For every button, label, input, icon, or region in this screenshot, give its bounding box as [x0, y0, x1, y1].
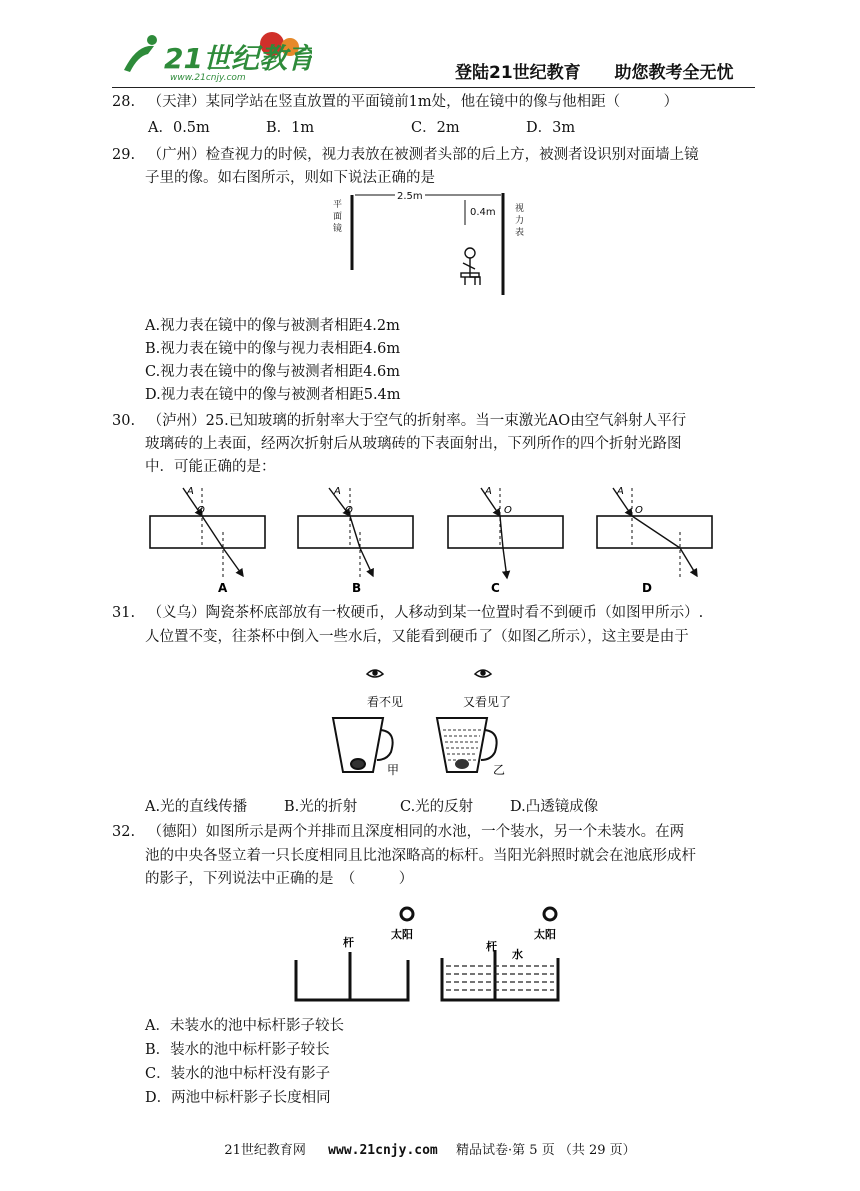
q31-cup-left: [333, 718, 393, 772]
q31-option-d: D.凸透镜成像: [510, 799, 599, 815]
q30-d-point-o: O: [635, 505, 643, 516]
q29-mirror-label-3: 镜: [333, 224, 343, 234]
q29-dist-0-4: 0.4m: [470, 207, 496, 218]
q31-coin: [455, 759, 469, 769]
q30-label-a: A: [218, 581, 228, 595]
q29-chart-label: 视: [515, 204, 525, 214]
q30-diagram-c: [448, 486, 563, 595]
q28-option-c: C．2m: [411, 120, 460, 136]
q31-number: 31.: [112, 605, 136, 621]
q29-chart-label-3: 表: [515, 228, 525, 238]
q28-option-b: B．1m: [266, 120, 315, 136]
q29-text-1: （广州）检查视力的时候，视力表放在被测者头部的后上方，被测者设识别对面墙上镜: [147, 147, 699, 163]
logo-url: www.21cnjy.com: [170, 73, 246, 83]
q32-text-3: 的影子，下列说法中正确的是 （ ）: [145, 871, 414, 887]
header-slogan-left: 登陆21世纪教育: [455, 63, 581, 83]
q31-option-b: B.光的折射: [284, 799, 358, 815]
q32-pole-label-right: 杆: [486, 940, 497, 953]
sun-icon-2: [544, 908, 556, 920]
q30-stem-line1: [112, 411, 686, 431]
page-footer: [0, 1139, 860, 1158]
q30-d-point-a: A: [617, 486, 624, 497]
q30-c-point-o: O: [504, 505, 512, 516]
q32-option-c: C．装水的池中标杆没有影子: [145, 1066, 331, 1082]
q31-name-right: 乙: [493, 763, 506, 777]
q30-c-point-a: A: [485, 486, 492, 497]
q29-chart-label-2: 力: [515, 216, 525, 226]
q31-stem-line1: [112, 603, 703, 623]
q30-a-point-o: O: [197, 505, 205, 516]
q32-figure: [290, 900, 570, 1005]
q29-option-d: D.视力表在镜中的像与被测者相距5.4m: [145, 387, 401, 403]
q29-figure: [325, 185, 550, 305]
q32-sun-label-left: 太阳: [391, 928, 413, 941]
q32-water-label: 水: [512, 948, 523, 961]
q28-option-d: D．3m: [526, 120, 576, 136]
q32-pool-water: [442, 950, 558, 1000]
eye-icon-2: [475, 670, 491, 677]
logo-graphic: [112, 30, 312, 85]
footer-url: www.21cnjy.com: [328, 1143, 438, 1158]
q32-option-b: B．装水的池中标杆影子较长: [145, 1042, 330, 1058]
header-slogan-right: 助您教考全无忧: [614, 63, 734, 83]
eye-icon: [367, 670, 383, 677]
q29-option-a: A.视力表在镜中的像与被测者相距4.2m: [145, 318, 400, 334]
q32-text-2: 池的中央各竖立着一只长度相同且比池深略高的标杆。当阳光斜照时就会在池底形成杆: [145, 848, 696, 864]
q30-label-c: C: [491, 581, 500, 595]
q30-b-point-o: O: [345, 505, 353, 516]
q30-text-3: 中．可能正确的是：: [145, 459, 276, 475]
footer-page-info: 精品试卷·第 5 页 （共 29 页）: [456, 1143, 636, 1158]
q32-water-lines: [446, 966, 554, 990]
q31-caption-left: 看不见: [367, 695, 404, 709]
q31-option-c: C.光的反射: [400, 799, 474, 815]
q32-option-d: D．两池中标杆影子长度相同: [145, 1090, 331, 1106]
q30-label-b: B: [352, 581, 362, 595]
logo-text: 21世纪教育: [164, 42, 312, 75]
q30-diagram-a: [150, 486, 265, 595]
q31-water: [443, 730, 481, 760]
q30-figure: [145, 480, 725, 598]
footer-site: 21世纪教育网: [224, 1143, 306, 1158]
q31-caption-right: 又看见了: [463, 695, 512, 709]
q30-text-1: （泸州）25.已知玻璃的折射率大于空气的折射率。当一束激光AO由空气斜射人平行: [147, 413, 687, 429]
q30-label-d: D: [642, 581, 652, 595]
q32-number: 32.: [112, 824, 136, 840]
q30-diagram-b: [298, 486, 413, 595]
q28-number: 28.: [112, 94, 136, 110]
q32-pool-empty: [296, 952, 408, 1000]
q29-option-b: B.视力表在镜中的像与视力表相距4.6m: [145, 341, 401, 357]
q29-option-c: C.视力表在镜中的像与被测者相距4.6m: [145, 364, 400, 380]
sun-icon: [401, 908, 413, 920]
q29-mirror-label: 平: [333, 200, 343, 210]
q31-figure: [325, 660, 555, 782]
q31-option-a: A.光的直线传播: [145, 799, 248, 815]
q32-pole-label-left: 杆: [343, 936, 354, 949]
q28-stem: [112, 92, 678, 112]
q30-diagram-d: [597, 486, 712, 595]
header-slogan: [455, 58, 734, 83]
q28-option-a: A．0.5m: [148, 120, 210, 136]
q32-text-1: （德阳）如图所示是两个并排而且深度相同的水池，一个装水，另一个未装水。在两: [147, 824, 685, 840]
q31-text-2: 人位置不变，往茶杯中倒入一些水后，又能看到硬币了（如图乙所示），这主要是由于: [145, 629, 689, 645]
q29-number: 29.: [112, 147, 136, 163]
q32-option-a: A．未装水的池中标杆影子较长: [145, 1018, 344, 1034]
q28-text: （天津）某同学站在竖直放置的平面镜前1m处，他在镜中的像与他相距（ ）: [147, 94, 679, 110]
q30-number: 30.: [112, 413, 136, 429]
q30-b-point-a: A: [334, 486, 341, 497]
q29-mirror-label-2: 面: [333, 212, 343, 222]
q29-seated-person: [461, 248, 480, 285]
q31-name-left: 甲: [387, 763, 400, 777]
q29-stem-line1: [112, 145, 699, 165]
q29-text-2: 子里的像。如右图所示，则如下说法正确的是: [145, 170, 435, 186]
q30-text-2: 玻璃砖的上表面，经两次折射后从玻璃砖的下表面射出，下列所作的四个折射光路图: [145, 436, 682, 452]
header-divider: [112, 87, 755, 88]
q30-a-point-a: A: [187, 486, 194, 497]
q29-dist-2-5: 2.5m: [397, 191, 423, 202]
site-logo: [112, 30, 312, 85]
q31-text-1: （义乌）陶瓷茶杯底部放有一枚硬币，人移动到某一位置时看不到硬币（如图甲所示）.: [147, 605, 704, 621]
q32-sun-label-right: 太阳: [534, 928, 556, 941]
q32-stem-line1: [112, 822, 684, 842]
